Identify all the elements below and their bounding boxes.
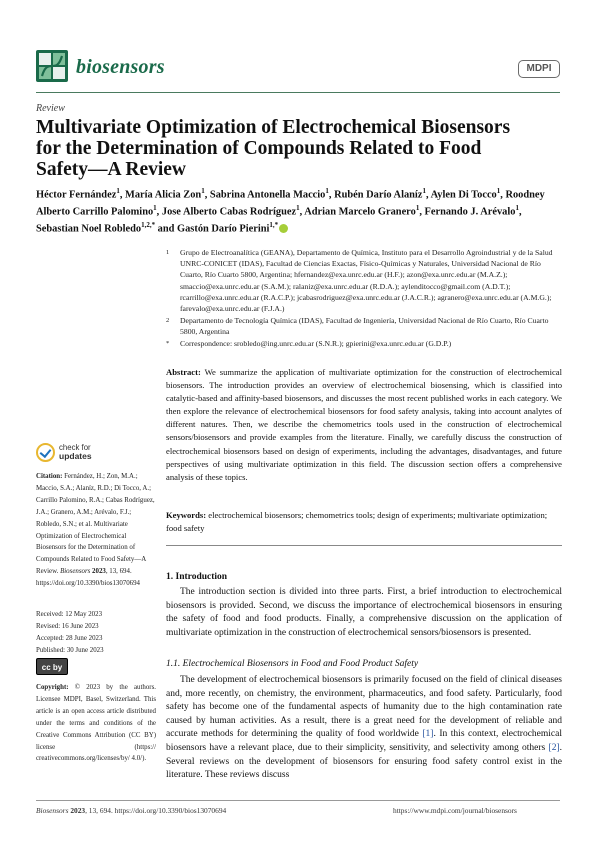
author-affiliation-mark: 1 xyxy=(325,187,329,195)
subsection-heading: 1.1. Electrochemical Biosensors in Food and Food Product Safety xyxy=(166,659,419,669)
date-published: Published: 30 June 2023 xyxy=(36,646,104,654)
author-name: Jose Alberto Cabas Rodríguez xyxy=(161,206,297,218)
citation-block xyxy=(36,471,156,590)
footer-year: 2023 xyxy=(70,806,86,815)
author-separator: , xyxy=(419,206,425,218)
journal-name: biosensors xyxy=(76,56,165,78)
intro-paragraph: The introduction section is divided into three parts. First, a brief introduction to electrochemical biosensors is provided. Second, we discuss the importance of electrochemical biosensors in ensuring the safety of food and food products. Finally, a comprehensive discussion on the application of multivariate optimization in the construction of electrochemical sensors/biosensors is presented. xyxy=(166,587,562,638)
author-separator: , xyxy=(299,206,305,218)
author-affiliation-mark: 1 xyxy=(515,204,519,213)
abstract-label: Abstract: xyxy=(166,367,201,377)
journal-logo-icon xyxy=(36,50,68,82)
paragraph-text-2: . In this context, electrochemical biosensors have a relevant place, due to their simplicity, sensitivity, and selectivity among others xyxy=(166,729,562,753)
citation-volume[interactable]: , 13, 694. https://doi.org/10.3390/bios13070694 xyxy=(36,568,141,588)
author-name: Sabrina Antonella Maccio xyxy=(209,189,326,201)
author-affiliation-mark: 1 xyxy=(153,204,157,213)
section-heading-introduction: 1. Introduction xyxy=(166,572,228,582)
abstract-text: We summarize the application of multivariate optimization for the construction of electrochemical biosensors. The introduction provides an overview of electrochemical biosensing, which is classified into catalytic-based and affinity-based biosensors, and discusses the most recent published works in each category. We then explore the relevance of electrochemical biosensors for food safety analysis, taking into account analytes of different natures. Then, we describe the chemometrics tools used in the construction of electrochemical sensors/biosensors and provide examples from the literature. Finally, we carefully discuss the construction of electrochemical biosensors based on design of experiments, including the advantages, disadvantages, and future perspectives of using multivariate optimization in this field. The discussion section offers a comprehensive analysis of these topics. xyxy=(166,367,562,482)
author-separator: , xyxy=(500,189,506,201)
orcid-icon[interactable] xyxy=(279,224,288,233)
citation-year: 2023 xyxy=(92,568,106,576)
footer-divider xyxy=(36,800,560,801)
affiliation-text: Grupo de Electroanalítica (GEANA), Departamento de Química, Instituto para el Desarrollo Agroindustrial y de la Salud UNRC-CONICET (IDAS), Facultad de Ciencias Exactas, Físico-Químicas y Naturales, Universidad Nacional de Río Cuarto, Río Cuarto 5800, Argentina; hfernandez@exa.unrc.edu.ar (H.F.); azon@exa.unrc.edu.ar (M.A.Z.); smaccio@exa.unrc.edu.ar (S.A.M.); ralaniz@exa.unrc.edu.ar (R.D.A.); aylenditocco@gmail.com (A.D.T.); rcarrillo@exa.unrc.edu.ar (R.A.C.P.); jcabasrodriguez@exa.unrc.edu.ar (J.A.C.R.); agranero@exa.unrc.edu.ar (A.M.G.); farevalo@exa.unrc.edu.ar (F.J.A.) xyxy=(180,248,553,314)
affiliation-item xyxy=(166,247,562,314)
subsection-paragraph xyxy=(166,674,562,783)
affiliation-text: Departamento de Tecnología Química (IDAS), Facultad de Ingeniería, Universidad Nacional de Río Cuarto, Río Cuarto 5800, Argentina xyxy=(180,315,549,336)
reference-link-2[interactable]: [2] xyxy=(548,742,560,753)
author-affiliation-mark: 1 xyxy=(496,187,501,195)
author-name: Roodney Alberto Carrillo Palomino xyxy=(36,189,545,218)
affiliation-text: Correspondence: srobledo@ing.unrc.edu.ar (S.N.R.); gpierini@exa.unrc.edu.ar (G.D.P.) xyxy=(180,338,452,348)
author-name: Héctor Fernández xyxy=(36,189,117,201)
keywords xyxy=(166,509,562,535)
author-separator: , xyxy=(328,189,335,201)
citation-label: Citation: xyxy=(36,473,63,480)
header-divider xyxy=(36,92,560,93)
author-name: Sebastian Noel Robledo xyxy=(36,223,142,235)
copyright-block xyxy=(36,682,156,765)
keywords-text: electrochemical biosensors; chemometrics tools; design of experiments; multivariate optimization; food safety xyxy=(166,510,548,534)
author-separator: , xyxy=(119,189,126,201)
affiliation-mark: 2 xyxy=(166,316,170,324)
author-affiliation-mark: 1 xyxy=(201,187,205,195)
paragraph-text-3: . Several reviews on the development of biosensors for ensuring food safety control exist in the literature. These reviews discuss xyxy=(166,742,562,781)
author-name: Aylen Di Tocco xyxy=(430,189,497,201)
footer-citation xyxy=(36,806,226,815)
article-title: Multivariate Optimization of Electrochemical Biosensors for the Determination of Compounds Related to Food Safety—A Review xyxy=(36,117,511,180)
cc-license-icon[interactable]: cc by xyxy=(36,658,68,675)
copyright-label: Copyright: xyxy=(36,684,69,691)
publication-dates xyxy=(36,609,156,657)
check-for-updates-badge[interactable] xyxy=(36,443,156,465)
author-name: Adrian Marcelo Granero xyxy=(304,206,416,218)
footer-journal: Biosensors xyxy=(36,806,69,815)
author-name: Fernando J. Arévalo xyxy=(424,206,516,218)
affiliations xyxy=(166,247,562,349)
publisher-logo: MDPI xyxy=(518,60,560,78)
author-name: Gastón Darío Pierini xyxy=(177,223,270,235)
footer-journal-url[interactable]: https://www.mdpi.com/journal/biosensors xyxy=(393,806,517,815)
affiliation-mark: * xyxy=(166,339,170,347)
author-affiliation-mark: 1 xyxy=(415,204,420,213)
author-separator: , xyxy=(518,206,522,218)
footer-details[interactable]: , 13, 694. https://doi.org/10.3390/bios13070694 xyxy=(85,806,227,815)
author-affiliation-mark: 1 xyxy=(116,187,120,195)
author-separator: , xyxy=(425,189,431,201)
date-revised: Revised: 16 June 2023 xyxy=(36,622,99,630)
abstract xyxy=(166,366,562,484)
author-separator: , xyxy=(156,206,162,218)
abstract-divider xyxy=(166,545,562,546)
affiliation-item xyxy=(166,315,562,337)
paragraph-text-1: The development of electrochemical biosensors is primarily focused on the field of clinical diseases and, more recently, on chemistry, the environment, pharmaceutics, and food safety. Particularly, food safety has become one of the fundamental aspects of humanity due to the high contamination rate caused by human activities. As a result, there is a great need for the development of reliable and accurate methods for determining the quality of food worldwide xyxy=(166,675,562,740)
date-received: Received: 12 May 2023 xyxy=(36,611,103,618)
check-for-updates-line1: check for xyxy=(59,443,91,452)
author-list xyxy=(36,185,560,237)
affiliation-item xyxy=(166,338,562,349)
check-for-updates-line2: updates xyxy=(59,451,92,461)
keywords-label: Keywords: xyxy=(166,510,207,520)
author-affiliation-mark: 1,* xyxy=(269,221,279,230)
date-accepted: Accepted: 28 June 2023 xyxy=(36,634,103,642)
copyright-text: © 2023 by the authors. Licensee MDPI, Basel, Switzerland. This article is an open access article distributed under the terms and conditions of the Creative Commons Attribution (CC BY) license (https:// creativecommons.org/licenses/by/ 4.0/). xyxy=(36,684,156,763)
author-separator: and xyxy=(155,223,178,235)
affiliation-mark: 1 xyxy=(166,249,170,256)
author-name: Rubén Darío Alaníz xyxy=(334,189,423,201)
author-separator: , xyxy=(204,189,210,201)
citation-text: Fernández, H.; Zon, M.A.; Maccio, S.A.; Alaníz, R.D.; Di Tocco, A.; Carrillo Palomino, R.A.; Cabas Rodríguez, J.A.; Granero, A.M.; Arévalo, F.J.; Robledo, S.N.; et al. Multivariate Optimization of Electrochemical Biosensors for the Determination of Compounds Related to Food Safety—A Review. xyxy=(36,473,155,576)
author-name: María Alicia Zon xyxy=(125,189,202,201)
article-type: Review xyxy=(36,103,65,114)
citation-journal: Biosensors xyxy=(60,568,91,576)
author-affiliation-mark: 1 xyxy=(296,204,300,213)
author-affiliation-mark: 1 xyxy=(422,187,426,195)
check-for-updates-icon xyxy=(36,443,55,462)
reference-link-1[interactable]: [1] xyxy=(422,729,434,740)
author-affiliation-mark: 1,2,* xyxy=(141,221,156,230)
